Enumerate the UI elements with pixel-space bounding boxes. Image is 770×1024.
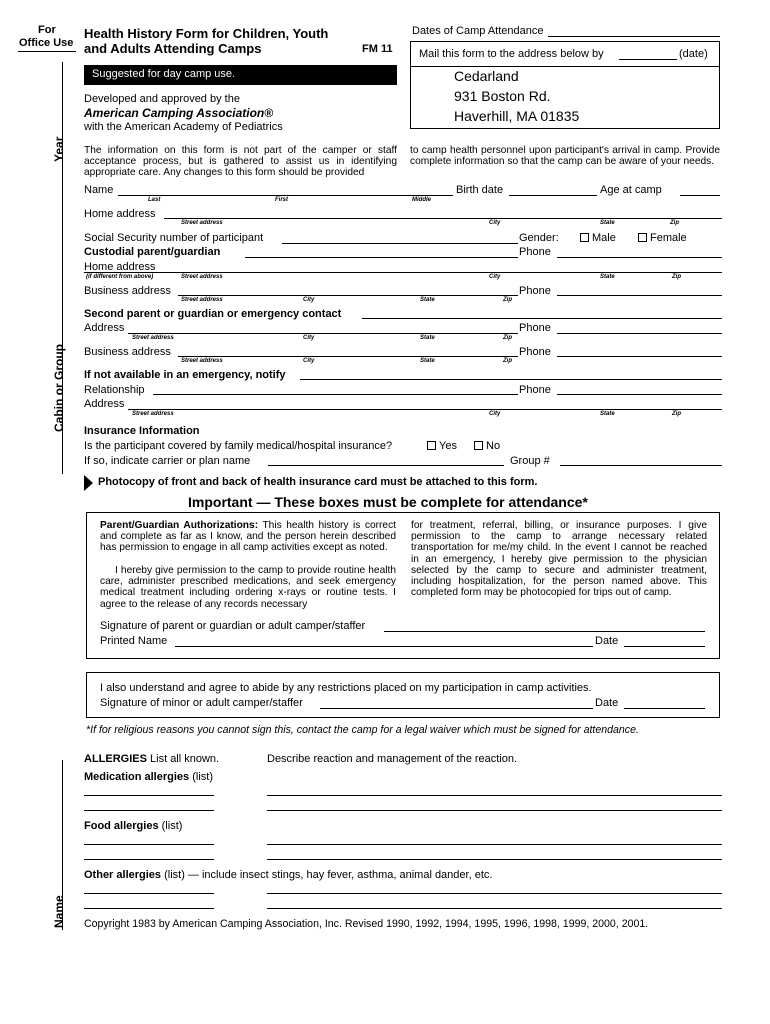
second-business-label: Business address xyxy=(84,346,171,358)
medication-allergies-row xyxy=(84,771,213,783)
female-option[interactable] xyxy=(638,232,687,244)
ssn-label: Social Security number of participant xyxy=(84,232,264,244)
medication-allergy-field-1[interactable] xyxy=(84,795,214,796)
mail-by-date-field[interactable] xyxy=(619,59,677,60)
carrier-field[interactable] xyxy=(268,465,504,466)
insurance-question: Is the participant covered by family medical/hospital insurance? xyxy=(84,440,393,452)
mail-by-label: Mail this form to the address below by xyxy=(419,48,604,60)
home-address-label: Home address xyxy=(84,208,156,220)
male-label: Male xyxy=(592,232,616,244)
address-line1: Cedarland xyxy=(454,68,519,84)
mail-date-label: (date) xyxy=(679,48,708,60)
city-sublabel: City xyxy=(489,220,501,226)
second-business-phone-label: Phone xyxy=(519,346,551,358)
gender-label: Gender: xyxy=(519,232,559,244)
other-allergies-row xyxy=(84,869,492,881)
state-sublabel: State xyxy=(600,411,615,417)
city-sublabel: City xyxy=(303,297,315,303)
custodial-field[interactable] xyxy=(245,257,518,258)
second-phone-label: Phone xyxy=(519,322,551,334)
office-use-label: For xyxy=(38,24,56,36)
minor-date-field[interactable] xyxy=(624,708,705,709)
business-phone-label: Phone xyxy=(519,285,551,297)
important-heading: Important — These boxes must be complete for attendance* xyxy=(188,494,588,510)
side-label-year: Year xyxy=(52,136,66,162)
auth-date-field[interactable] xyxy=(624,646,705,647)
other-reaction-field-1[interactable] xyxy=(267,893,722,894)
male-option[interactable] xyxy=(580,232,616,244)
state-sublabel: State xyxy=(420,297,435,303)
medication-list-label: (list) xyxy=(192,771,213,783)
side-label-name: Name xyxy=(52,895,66,928)
state-sublabel: State xyxy=(420,335,435,341)
carrier-label: If so, indicate carrier or plan name xyxy=(84,455,251,467)
home-address2-label: Home address xyxy=(84,261,156,273)
minor-agreement-text: I also understand and agree to abide by any restrictions placed on my participation in camp activities. xyxy=(100,682,592,694)
birth-date-label: Birth date xyxy=(456,184,504,196)
office-use-label-2: Office Use xyxy=(19,37,74,49)
aca-org-name: American Camping Association® xyxy=(84,106,274,120)
food-reaction-field-2[interactable] xyxy=(267,859,722,860)
second-parent-label: Second parent or guardian or emergency contact xyxy=(84,308,342,320)
first-sublabel: First xyxy=(275,197,289,203)
custodial-phone-label: Phone xyxy=(519,246,551,258)
second-phone-field[interactable] xyxy=(557,333,722,334)
food-reaction-field-1[interactable] xyxy=(267,844,722,845)
age-label: Age at camp xyxy=(600,184,662,196)
side-label-cabin: Cabin or Group xyxy=(52,344,66,432)
medication-reaction-field-2[interactable] xyxy=(267,810,722,811)
parent-signature-field[interactable] xyxy=(384,631,705,632)
street-sublabel: Street address xyxy=(181,297,223,303)
second-parent-field[interactable] xyxy=(362,318,722,319)
emergency-label: If not available in an emergency, notify xyxy=(84,369,286,381)
insurance-heading: Insurance Information xyxy=(84,425,200,437)
suggested-banner: Suggested for day camp use. xyxy=(84,65,397,85)
mail-address-box xyxy=(410,41,720,129)
name-field[interactable] xyxy=(118,195,453,196)
authorization-box xyxy=(86,512,720,659)
age-field[interactable] xyxy=(680,195,720,196)
form-title-line2: and Adults Attending Camps xyxy=(84,41,262,56)
printed-name-field[interactable] xyxy=(175,646,593,647)
state-sublabel: State xyxy=(420,358,435,364)
insurance-no-option[interactable] xyxy=(474,440,500,452)
custodial-phone-field[interactable] xyxy=(557,257,722,258)
emergency-address-label: Address xyxy=(84,398,125,410)
relationship-label: Relationship xyxy=(84,384,145,396)
emergency-phone-field[interactable] xyxy=(557,394,722,395)
copyright: Copyright 1983 by American Camping Association, Inc. Revised 1990, 1992, 1994, 1995, 1996, 1998, 1999, 2000, 2001. xyxy=(84,918,649,930)
city-sublabel: City xyxy=(303,358,315,364)
printed-name-label: Printed Name xyxy=(100,635,168,647)
auth-date-label: Date xyxy=(595,635,619,647)
second-address-label: Address xyxy=(84,322,125,334)
auth-left-text1: This health history is correct and complete as far as I know, and the person herein described has permission to engage in all camp activities except as noted. xyxy=(100,520,396,554)
info-paragraph-left: The information on this form is not part of the camper or staff acceptance process, but is gathered to assist us in identifying appropriate care. Any changes to this form should be provided xyxy=(84,145,397,179)
second-business-field[interactable] xyxy=(178,356,518,357)
insurance-yes-option[interactable] xyxy=(427,440,457,452)
address-line3: Haverhill, MA 01835 xyxy=(454,108,580,124)
name-label: Name xyxy=(84,184,114,196)
custodial-label: Custodial parent/guardian xyxy=(84,246,221,258)
street-sublabel: Street address xyxy=(132,335,174,341)
birth-date-field[interactable] xyxy=(509,195,597,196)
insurance-no-checkbox[interactable] xyxy=(474,441,483,450)
food-allergies-row xyxy=(84,820,182,832)
business-address-field[interactable] xyxy=(178,295,518,296)
other-allergy-field-2[interactable] xyxy=(84,908,214,909)
auth-left-para2: I hereby give permission to the camp to provide routine health care, administer prescribed medications, and seek emergency medical treatment including ordering x-rays or routine tests. I agree to the release of any records necessary xyxy=(100,565,396,610)
religious-note: *If for religious reasons you cannot sign this, contact the camp for a legal waiver which must be signed for attendance. xyxy=(86,724,639,736)
home-address-field[interactable] xyxy=(164,218,722,219)
male-checkbox[interactable] xyxy=(580,233,589,242)
business-address-label: Business address xyxy=(84,285,171,297)
street-sublabel: Street address xyxy=(181,274,223,280)
group-label: Group # xyxy=(510,455,550,467)
city-sublabel: City xyxy=(303,335,315,341)
if-different-sublabel: (if different from above) xyxy=(86,274,154,280)
food-allergy-field-1[interactable] xyxy=(84,844,214,845)
minor-signature-label: Signature of minor or adult camper/staffer xyxy=(100,697,303,709)
business-phone-field[interactable] xyxy=(557,295,722,296)
zip-sublabel: Zip xyxy=(503,358,512,364)
form-title-line1: Health History Form for Children, Youth xyxy=(84,26,329,41)
female-label: Female xyxy=(650,232,687,244)
ssn-field[interactable] xyxy=(282,243,518,244)
medication-allergy-field-2[interactable] xyxy=(84,810,214,811)
other-allergy-field-1[interactable] xyxy=(84,893,214,894)
developed-line3: with the American Academy of Pediatrics xyxy=(84,121,283,133)
developed-line1: Developed and approved by the xyxy=(84,93,240,105)
photocopy-note: Photocopy of front and back of health insurance card must be attached to this form. xyxy=(98,476,538,488)
mail-box-divider xyxy=(411,66,719,67)
other-allergies-text: (list) — include insect stings, hay fever, asthma, animal dander, etc. xyxy=(164,869,493,881)
minor-date-label: Date xyxy=(595,697,619,709)
emergency-field[interactable] xyxy=(300,379,722,380)
zip-sublabel: Zip xyxy=(503,297,512,303)
medication-allergies-label: Medication allergies xyxy=(84,771,190,783)
second-address-field[interactable] xyxy=(128,333,518,334)
dates-of-attendance-field[interactable] xyxy=(548,36,720,37)
state-sublabel: State xyxy=(600,274,615,280)
zip-sublabel: Zip xyxy=(503,335,512,341)
minor-box xyxy=(86,672,720,718)
last-sublabel: Last xyxy=(148,197,161,203)
address-line2: 931 Boston Rd. xyxy=(454,88,551,104)
office-use-divider xyxy=(18,51,76,52)
parent-signature-label: Signature of parent or guardian or adult camper/staffer xyxy=(100,620,366,632)
info-paragraph-right: to camp health personnel upon participant's arrival in camp. Provide complete information so that the camp can be aware of your needs. xyxy=(410,145,720,168)
emergency-address-field[interactable] xyxy=(128,409,722,410)
female-checkbox[interactable] xyxy=(638,233,647,242)
allergies-describe: Describe reaction and management of the reaction. xyxy=(267,753,518,765)
home-address2-field[interactable] xyxy=(84,272,722,273)
form-number: FM 11 xyxy=(362,43,393,55)
group-field[interactable] xyxy=(560,465,722,466)
second-business-phone-field[interactable] xyxy=(557,356,722,357)
allergies-heading-row xyxy=(84,753,219,765)
state-sublabel: State xyxy=(600,220,615,226)
relationship-field[interactable] xyxy=(153,394,518,395)
allergies-list-all: List all known. xyxy=(150,753,220,765)
zip-sublabel: Zip xyxy=(672,411,681,417)
zip-sublabel: Zip xyxy=(670,220,679,226)
city-sublabel: City xyxy=(489,274,501,280)
insurance-yes-label: Yes xyxy=(439,440,457,452)
medication-reaction-field-1[interactable] xyxy=(267,795,722,796)
street-sublabel: Street address xyxy=(132,411,174,417)
food-list-label: (list) xyxy=(161,820,183,832)
food-allergies-label: Food allergies xyxy=(84,820,159,832)
other-allergies-label: Other allergies xyxy=(84,869,162,881)
arrow-icon xyxy=(84,475,93,491)
insurance-no-label: No xyxy=(486,440,501,452)
street-sublabel: Street address xyxy=(181,358,223,364)
auth-left-para1 xyxy=(100,520,396,554)
food-allergy-field-2[interactable] xyxy=(84,859,214,860)
street-sublabel: Street address xyxy=(181,220,223,226)
middle-sublabel: Middle xyxy=(412,197,431,203)
minor-signature-field[interactable] xyxy=(320,708,593,709)
allergies-heading: ALLERGIES xyxy=(84,753,147,765)
auth-right-para: for treatment, referral, billing, or insurance purposes. I give permission to the camp to arrange necessary related transportation for me/my child. In the event I cannot be reached in an emergency, I hereby give permission to the physician selected by the camp to secure and administer treatment, including hospitalization, for the person named above. This completed form may be photocopied for trips out of camp. xyxy=(411,520,707,599)
zip-sublabel: Zip xyxy=(672,274,681,280)
city-sublabel: City xyxy=(489,411,501,417)
other-reaction-field-2[interactable] xyxy=(267,908,722,909)
emergency-phone-label: Phone xyxy=(519,384,551,396)
auth-heading: Parent/Guardian Authorizations: xyxy=(100,520,259,531)
insurance-yes-checkbox[interactable] xyxy=(427,441,436,450)
dates-of-attendance-label: Dates of Camp Attendance xyxy=(412,25,544,37)
